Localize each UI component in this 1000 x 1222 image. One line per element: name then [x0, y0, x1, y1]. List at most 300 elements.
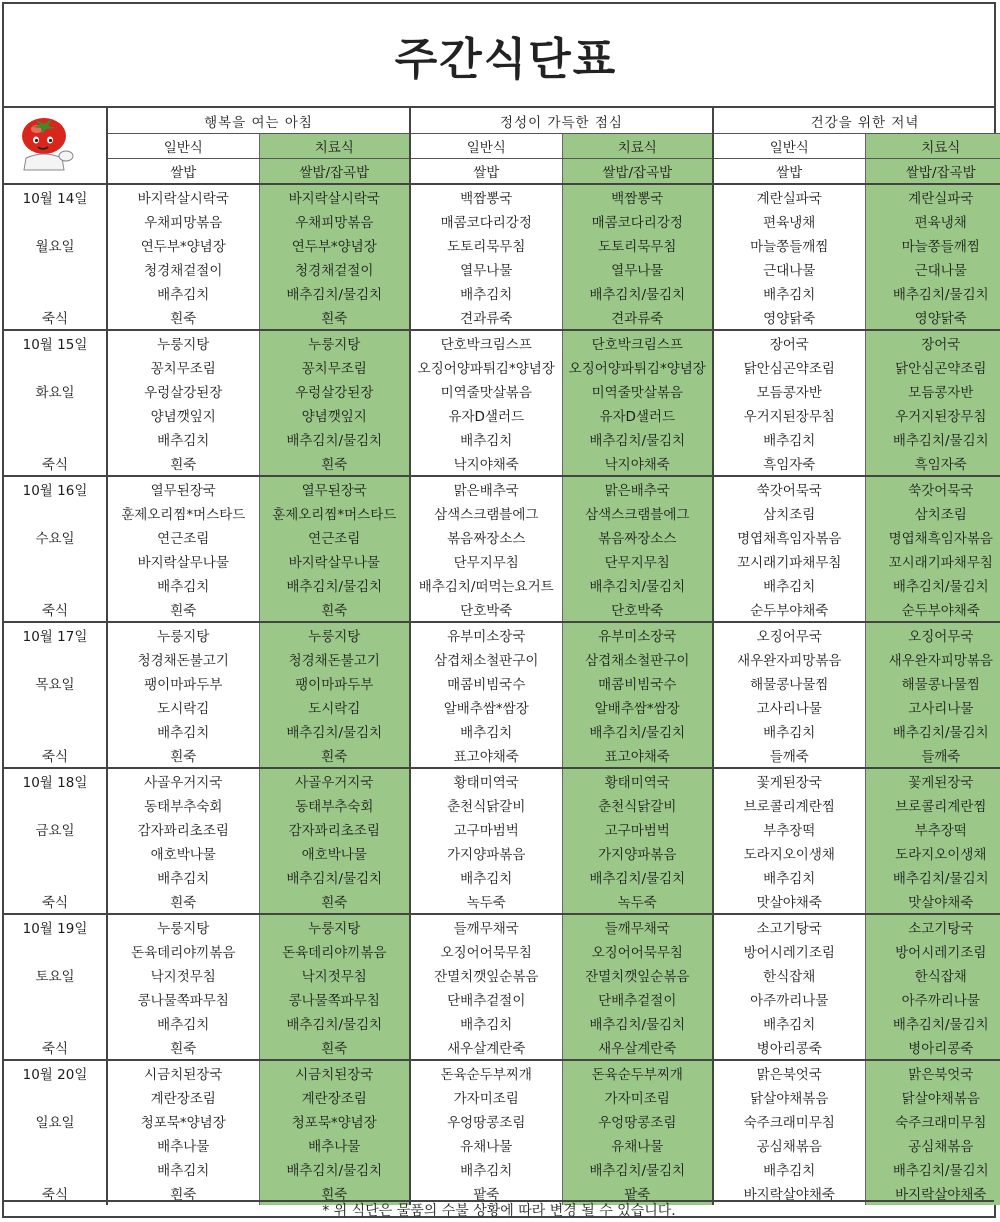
menu-row — [4, 355, 1000, 379]
day-cell-blank — [4, 987, 107, 1011]
breakfast-therapy-dish: 흰죽 — [259, 305, 410, 330]
menu-row — [4, 671, 1000, 695]
dinner-therapy-dish: 닭살야채볶음 — [865, 1085, 1000, 1109]
dinner-general-dish: 모듬콩자반 — [713, 379, 865, 403]
lunch-therapy-dish: 고구마범벅 — [562, 817, 713, 841]
meal-lunch-title: 정성이 가득한 점심 — [410, 108, 713, 134]
lunch-therapy-dish: 오징어어묵무침 — [562, 939, 713, 963]
breakfast-general-dish: 청경채돈불고기 — [107, 647, 259, 671]
menu-row — [4, 1035, 1000, 1060]
lunch-therapy-dish: 잔멸치깻잎순볶음 — [562, 963, 713, 987]
dinner-therapy-dish: 배추김치/물김치 — [865, 1011, 1000, 1035]
breakfast-therapy-dish: 동태부추숙회 — [259, 793, 410, 817]
menu-row — [4, 987, 1000, 1011]
dinner-therapy-dish: 들깨죽 — [865, 743, 1000, 768]
dinner-general-dish: 꼬시래기파채무침 — [713, 549, 865, 573]
menu-row — [4, 330, 1000, 355]
day-date: 10월 19일 — [4, 914, 107, 939]
dinner-general-dish: 맑은북엇국 — [713, 1060, 865, 1085]
menu-row — [4, 719, 1000, 743]
dinner-general-dish: 쑥갓어묵국 — [713, 476, 865, 501]
breakfast-general-dish: 흰죽 — [107, 889, 259, 914]
breakfast-therapy-dish: 열무된장국 — [259, 476, 410, 501]
lunch-general-dish: 매콤코다리강정 — [410, 209, 562, 233]
breakfast-therapy-dish: 시금치된장국 — [259, 1060, 410, 1085]
porridge-label: 죽식 — [41, 1041, 69, 1057]
lunch-general-dish: 배추김치 — [410, 865, 562, 889]
dinner-general-dish: 고사리나물 — [713, 695, 865, 719]
dinner-general-dish: 소고기탕국 — [713, 914, 865, 939]
menu-row — [4, 695, 1000, 719]
dinner-therapy-rice: 쌀밥/잡곡밥 — [865, 159, 1000, 185]
menu-row — [4, 379, 1000, 403]
breakfast-general-dish: 우렁살강된장 — [107, 379, 259, 403]
dinner-therapy-dish: 고사리나물 — [865, 695, 1000, 719]
day-cell-blank — [4, 403, 107, 427]
breakfast-therapy-dish: 청경채겉절이 — [259, 257, 410, 281]
weekly-menu-table — [4, 108, 1000, 1205]
breakfast-therapy-dish: 배추김치/물김치 — [259, 281, 410, 305]
breakfast-general-dish: 배추김치 — [107, 573, 259, 597]
breakfast-general-dish: 배추나물 — [107, 1133, 259, 1157]
menu-row — [4, 597, 1000, 622]
menu-row — [4, 451, 1000, 476]
dinner-therapy-dish: 쑥갓어묵국 — [865, 476, 1000, 501]
breakfast-general-dish: 누룽지탕 — [107, 914, 259, 939]
meal-header-row — [4, 108, 1000, 134]
menu-row — [4, 525, 1000, 549]
day-cell-blank — [4, 549, 107, 573]
breakfast-therapy-dish: 흰죽 — [259, 1035, 410, 1060]
menu-row — [4, 817, 1000, 841]
menu-row — [4, 1085, 1000, 1109]
dinner-general-dish: 배추김치 — [713, 1011, 865, 1035]
breakfast-therapy-dish: 양념깻잎지 — [259, 403, 410, 427]
breakfast-general-dish: 바지락살무나물 — [107, 549, 259, 573]
lunch-therapy-dish: 단무지무침 — [562, 549, 713, 573]
lunch-general-dish: 새우살계란죽 — [410, 1035, 562, 1060]
breakfast-therapy-dish: 흰죽 — [259, 1181, 410, 1205]
menu-row — [4, 793, 1000, 817]
porridge-label: 죽식 — [41, 895, 69, 911]
lunch-therapy-dish: 낙지야채죽 — [562, 451, 713, 476]
dinner-therapy-dish: 닭안심곤약조림 — [865, 355, 1000, 379]
dinner-general-dish: 근대나물 — [713, 257, 865, 281]
lunch-therapy-dish: 매콤비빔국수 — [562, 671, 713, 695]
lunch-general-dish: 배추김치 — [410, 1011, 562, 1035]
menu-sheet — [2, 2, 996, 1218]
dinner-general-label: 일반식 — [713, 134, 865, 159]
breakfast-therapy-dish: 누룽지탕 — [259, 330, 410, 355]
day-weekday: 월요일 — [35, 239, 75, 255]
day-cell-blank — [4, 1157, 107, 1181]
dinner-therapy-dish: 삼치조림 — [865, 501, 1000, 525]
lunch-therapy-dish: 배추김치/물김치 — [562, 865, 713, 889]
breakfast-general-dish: 흰죽 — [107, 743, 259, 768]
day-weekday: 목요일 — [35, 677, 75, 693]
dinner-general-dish: 오징어무국 — [713, 622, 865, 647]
lunch-therapy-dish: 미역줄맛살볶음 — [562, 379, 713, 403]
porridge-label: 죽식 — [41, 1187, 69, 1203]
dinner-therapy-dish: 한식잡채 — [865, 963, 1000, 987]
lunch-general-dish: 돈육순두부찌개 — [410, 1060, 562, 1085]
breakfast-therapy-dish: 애호박나물 — [259, 841, 410, 865]
dinner-therapy-dish: 아주까리나물 — [865, 987, 1000, 1011]
day-cell-blank — [4, 281, 107, 305]
lunch-therapy-dish: 견과류죽 — [562, 305, 713, 330]
porridge-label: 죽식 — [41, 749, 69, 765]
lunch-general-dish: 단무지무침 — [410, 549, 562, 573]
dinner-therapy-dish: 배추김치/물김치 — [865, 427, 1000, 451]
dinner-general-dish: 마늘쫑들깨찜 — [713, 233, 865, 257]
day-date: 10월 16일 — [4, 476, 107, 501]
breakfast-therapy-dish: 배추김치/물김치 — [259, 1157, 410, 1181]
dinner-general-dish: 방어시레기조림 — [713, 939, 865, 963]
lunch-general-dish: 유채나물 — [410, 1133, 562, 1157]
breakfast-therapy-dish: 꽁치무조림 — [259, 355, 410, 379]
menu-row — [4, 1109, 1000, 1133]
breakfast-general-dish: 흰죽 — [107, 1181, 259, 1205]
breakfast-therapy-dish: 도시락김 — [259, 695, 410, 719]
dinner-general-dish: 장어국 — [713, 330, 865, 355]
dinner-general-dish: 배추김치 — [713, 719, 865, 743]
breakfast-therapy-dish: 훈제오리찜*머스타드 — [259, 501, 410, 525]
menu-row — [4, 768, 1000, 793]
menu-row — [4, 305, 1000, 330]
lunch-therapy-dish: 백짬뽕국 — [562, 184, 713, 209]
dinner-therapy-dish: 공심채볶음 — [865, 1133, 1000, 1157]
lunch-general-dish: 맑은배추국 — [410, 476, 562, 501]
lunch-general-rice: 쌀밥 — [410, 159, 562, 185]
breakfast-general-dish: 콩나물쪽파무침 — [107, 987, 259, 1011]
day-cell-blank — [4, 695, 107, 719]
dinner-therapy-dish: 꽃게된장국 — [865, 768, 1000, 793]
dinner-general-dish: 브로콜리계란찜 — [713, 793, 865, 817]
dinner-therapy-dish: 배추김치/물김치 — [865, 865, 1000, 889]
lunch-therapy-dish: 표고야채죽 — [562, 743, 713, 768]
menu-row — [4, 184, 1000, 209]
lunch-therapy-dish: 유자D샐러드 — [562, 403, 713, 427]
menu-row — [4, 963, 1000, 987]
lunch-general-dish: 가지양파볶음 — [410, 841, 562, 865]
lunch-therapy-dish: 오징어양파튀김*양념장 — [562, 355, 713, 379]
lunch-general-dish: 도토리묵무침 — [410, 233, 562, 257]
menu-row — [4, 1133, 1000, 1157]
dinner-general-dish: 숙주크래미무침 — [713, 1109, 865, 1133]
dinner-therapy-dish: 마늘쫑들깨찜 — [865, 233, 1000, 257]
lunch-therapy-rice: 쌀밥/잡곡밥 — [562, 159, 713, 185]
porridge-label: 죽식 — [41, 603, 69, 619]
lunch-therapy-dish: 황태미역국 — [562, 768, 713, 793]
dinner-therapy-dish: 오징어무국 — [865, 622, 1000, 647]
lunch-general-dish: 단배추겉절이 — [410, 987, 562, 1011]
breakfast-therapy-dish: 흰죽 — [259, 743, 410, 768]
dinner-general-dish: 배추김치 — [713, 865, 865, 889]
day-cell-blank — [4, 841, 107, 865]
lunch-general-dish: 단호박죽 — [410, 597, 562, 622]
lunch-general-dish: 오징어양파튀김*양념장 — [410, 355, 562, 379]
dinner-therapy-dish: 해물콩나물찜 — [865, 671, 1000, 695]
day-cell-blank — [4, 647, 107, 671]
day-cell-blank — [4, 355, 107, 379]
dinner-therapy-dish: 맛살야채죽 — [865, 889, 1000, 914]
porridge-label: 죽식 — [41, 311, 69, 327]
breakfast-therapy-rice: 쌀밥/잡곡밥 — [259, 159, 410, 185]
lunch-general-dish: 표고야채죽 — [410, 743, 562, 768]
lunch-general-dish: 녹두죽 — [410, 889, 562, 914]
day-cell-blank — [4, 209, 107, 233]
dinner-therapy-dish: 병아리콩죽 — [865, 1035, 1000, 1060]
dinner-general-dish: 편육냉채 — [713, 209, 865, 233]
dinner-therapy-dish: 도라지오이생채 — [865, 841, 1000, 865]
dinner-therapy-dish: 계란실파국 — [865, 184, 1000, 209]
lunch-therapy-dish: 단호박죽 — [562, 597, 713, 622]
breakfast-general-dish: 흰죽 — [107, 451, 259, 476]
breakfast-therapy-dish: 바지락살무나물 — [259, 549, 410, 573]
menu-row — [4, 257, 1000, 281]
lunch-therapy-dish: 들깨무채국 — [562, 914, 713, 939]
breakfast-general-dish: 열무된장국 — [107, 476, 259, 501]
lunch-therapy-dish: 단호박크림스프 — [562, 330, 713, 355]
day-weekday: 일요일 — [35, 1115, 75, 1131]
day-cell-blank — [4, 573, 107, 597]
menu-row — [4, 549, 1000, 573]
day-cell-blank — [4, 1133, 107, 1157]
day-date: 10월 14일 — [22, 191, 88, 207]
lunch-therapy-dish: 새우살계란죽 — [562, 1035, 713, 1060]
breakfast-therapy-dish: 바지락살시락국 — [259, 184, 410, 209]
dinner-general-dish: 공심채볶음 — [713, 1133, 865, 1157]
menu-row — [4, 622, 1000, 647]
menu-row — [4, 209, 1000, 233]
dinner-therapy-dish: 근대나물 — [865, 257, 1000, 281]
dinner-general-dish: 맛살야채죽 — [713, 889, 865, 914]
breakfast-therapy-dish: 우채피망볶음 — [259, 209, 410, 233]
dinner-general-dish: 새우완자피망볶음 — [713, 647, 865, 671]
lunch-general-dish: 삼겹채소철판구이 — [410, 647, 562, 671]
menu-row — [4, 647, 1000, 671]
breakfast-general-dish: 사골우거지국 — [107, 768, 259, 793]
lunch-therapy-dish: 매콤코다리강정 — [562, 209, 713, 233]
lunch-therapy-label: 치료식 — [562, 134, 713, 159]
dinner-general-dish: 바지락살야채죽 — [713, 1181, 865, 1205]
breakfast-therapy-dish: 흰죽 — [259, 451, 410, 476]
lunch-general-dish: 알배추쌈*쌈장 — [410, 695, 562, 719]
breakfast-therapy-dish: 누룽지탕 — [259, 914, 410, 939]
breakfast-therapy-dish: 배추김치/물김치 — [259, 427, 410, 451]
lunch-general-dish: 배추김치 — [410, 719, 562, 743]
breakfast-general-dish: 배추김치 — [107, 427, 259, 451]
breakfast-general-dish: 배추김치 — [107, 719, 259, 743]
lunch-general-dish: 단호박크림스프 — [410, 330, 562, 355]
breakfast-general-dish: 흰죽 — [107, 597, 259, 622]
breakfast-general-dish: 시금치된장국 — [107, 1060, 259, 1085]
breakfast-general-dish: 낙지젓무침 — [107, 963, 259, 987]
dinner-therapy-dish: 배추김치/물김치 — [865, 1157, 1000, 1181]
dinner-general-dish: 배추김치 — [713, 427, 865, 451]
breakfast-therapy-dish: 청경채돈불고기 — [259, 647, 410, 671]
dinner-therapy-dish: 숙주크래미무침 — [865, 1109, 1000, 1133]
dinner-general-dish: 흑임자죽 — [713, 451, 865, 476]
lunch-therapy-dish: 가지양파볶음 — [562, 841, 713, 865]
day-weekday: 수요일 — [35, 531, 75, 547]
rice-row — [4, 159, 1000, 185]
lunch-therapy-dish: 녹두죽 — [562, 889, 713, 914]
breakfast-therapy-dish: 배추김치/물김치 — [259, 573, 410, 597]
day-weekday: 금요일 — [35, 823, 75, 839]
dinner-general-dish: 영양닭죽 — [713, 305, 865, 330]
dinner-general-dish: 병아리콩죽 — [713, 1035, 865, 1060]
lunch-general-dish: 낙지야채죽 — [410, 451, 562, 476]
menu-row — [4, 476, 1000, 501]
dinner-therapy-dish: 장어국 — [865, 330, 1000, 355]
meal-dinner-title: 건강을 위한 저녁 — [713, 108, 1000, 134]
lunch-general-dish: 황태미역국 — [410, 768, 562, 793]
lunch-therapy-dish: 유채나물 — [562, 1133, 713, 1157]
lunch-therapy-dish: 삼색스크램블에그 — [562, 501, 713, 525]
dinner-therapy-dish: 순두부야채죽 — [865, 597, 1000, 622]
day-cell-blank — [4, 257, 107, 281]
breakfast-general-dish: 누룽지탕 — [107, 622, 259, 647]
dinner-general-dish: 계란실파국 — [713, 184, 865, 209]
day-weekday: 화요일 — [35, 385, 75, 401]
dinner-therapy-dish: 브로콜리계란찜 — [865, 793, 1000, 817]
day-weekday: 토요일 — [35, 969, 75, 985]
breakfast-general-dish: 도시락김 — [107, 695, 259, 719]
dinner-therapy-dish: 배추김치/물김치 — [865, 573, 1000, 597]
breakfast-general-dish: 배추김치 — [107, 865, 259, 889]
lunch-general-dish: 유자D샐러드 — [410, 403, 562, 427]
dinner-therapy-dish: 모듬콩자반 — [865, 379, 1000, 403]
breakfast-general-dish: 배추김치 — [107, 1157, 259, 1181]
dinner-general-dish: 삼치조림 — [713, 501, 865, 525]
page-title: 주간식단표 — [394, 34, 618, 85]
dinner-general-dish: 해물콩나물찜 — [713, 671, 865, 695]
menu-row — [4, 889, 1000, 914]
day-cell-blank — [4, 719, 107, 743]
breakfast-therapy-dish: 낙지젓무침 — [259, 963, 410, 987]
lunch-therapy-dish: 팥죽 — [562, 1181, 713, 1205]
day-cell-blank — [4, 1011, 107, 1035]
lunch-general-dish: 잔멸치깻잎순볶음 — [410, 963, 562, 987]
dinner-therapy-dish: 명엽채흑임자볶음 — [865, 525, 1000, 549]
breakfast-therapy-dish: 돈육데리야끼볶음 — [259, 939, 410, 963]
breakfast-general-dish: 애호박나물 — [107, 841, 259, 865]
menu-row — [4, 573, 1000, 597]
dinner-general-dish: 부추장떡 — [713, 817, 865, 841]
porridge-label: 죽식 — [41, 457, 69, 473]
breakfast-general-dish: 배추김치 — [107, 1011, 259, 1035]
breakfast-general-dish: 흰죽 — [107, 305, 259, 330]
lunch-general-dish: 미역줄맛살볶음 — [410, 379, 562, 403]
lunch-therapy-dish: 배추김치/물김치 — [562, 1157, 713, 1181]
breakfast-therapy-dish: 배추김치/물김치 — [259, 1011, 410, 1035]
breakfast-therapy-dish: 청포묵*양념장 — [259, 1109, 410, 1133]
menu-row — [4, 233, 1000, 257]
day-cell-blank — [4, 1085, 107, 1109]
dinner-general-dish: 꽃게된장국 — [713, 768, 865, 793]
breakfast-general-dish: 연두부*양념장 — [107, 233, 259, 257]
dinner-therapy-dish: 바지락살야채죽 — [865, 1181, 1000, 1205]
lunch-therapy-dish: 도토리묵무침 — [562, 233, 713, 257]
breakfast-general-dish: 청경채겉절이 — [107, 257, 259, 281]
breakfast-therapy-dish: 계란장조림 — [259, 1085, 410, 1109]
dinner-therapy-label: 치료식 — [865, 134, 1000, 159]
breakfast-general-dish: 누룽지탕 — [107, 330, 259, 355]
breakfast-therapy-dish: 누룽지탕 — [259, 622, 410, 647]
lunch-general-dish: 견과류죽 — [410, 305, 562, 330]
menu-row — [4, 1011, 1000, 1035]
lunch-therapy-dish: 볶음짜장소스 — [562, 525, 713, 549]
breakfast-general-dish: 꽁치무조림 — [107, 355, 259, 379]
menu-row — [4, 501, 1000, 525]
breakfast-therapy-dish: 흰죽 — [259, 889, 410, 914]
dinner-general-dish: 우거지된장무침 — [713, 403, 865, 427]
dinner-general-dish: 한식잡채 — [713, 963, 865, 987]
lunch-general-dish: 매콤비빔국수 — [410, 671, 562, 695]
dinner-therapy-dish: 부추장떡 — [865, 817, 1000, 841]
lunch-general-dish: 오징어어묵무침 — [410, 939, 562, 963]
dinner-therapy-dish: 소고기탕국 — [865, 914, 1000, 939]
dinner-therapy-dish: 흑임자죽 — [865, 451, 1000, 476]
lunch-therapy-dish: 배추김치/물김치 — [562, 1011, 713, 1035]
breakfast-general-dish: 돈육데리야끼볶음 — [107, 939, 259, 963]
menu-row — [4, 865, 1000, 889]
lunch-general-dish: 삼색스크램블에그 — [410, 501, 562, 525]
day-date: 10월 20일 — [4, 1060, 107, 1085]
day-cell-blank — [4, 793, 107, 817]
menu-row — [4, 939, 1000, 963]
dinner-therapy-dish: 영양닭죽 — [865, 305, 1000, 330]
breakfast-therapy-dish: 연근조림 — [259, 525, 410, 549]
breakfast-therapy-dish: 사골우거지국 — [259, 768, 410, 793]
dinner-general-dish: 도라지오이생채 — [713, 841, 865, 865]
dinner-therapy-dish: 편육냉채 — [865, 209, 1000, 233]
menu-row — [4, 743, 1000, 768]
day-cell-blank — [4, 427, 107, 451]
lunch-therapy-dish: 춘천식닭갈비 — [562, 793, 713, 817]
menu-row — [4, 281, 1000, 305]
lunch-general-dish: 볶음짜장소스 — [410, 525, 562, 549]
day-cell-blank — [4, 501, 107, 525]
breakfast-therapy-dish: 흰죽 — [259, 597, 410, 622]
day-date: 10월 18일 — [4, 768, 107, 793]
lunch-general-dish: 배추김치 — [410, 281, 562, 305]
dinner-general-dish: 아주까리나물 — [713, 987, 865, 1011]
breakfast-therapy-dish: 감자꽈리초조림 — [259, 817, 410, 841]
day-cell-blank — [4, 865, 107, 889]
lunch-therapy-dish: 배추김치/물김치 — [562, 719, 713, 743]
dinner-therapy-dish: 배추김치/물김치 — [865, 281, 1000, 305]
dinner-general-rice: 쌀밥 — [713, 159, 865, 185]
day-date: 10월 15일 — [4, 330, 107, 355]
mascot-cell — [4, 108, 107, 184]
lunch-general-dish: 고구마범벅 — [410, 817, 562, 841]
menu-row — [4, 914, 1000, 939]
breakfast-therapy-dish: 연두부*양념장 — [259, 233, 410, 257]
lunch-therapy-dish: 돈육순두부찌개 — [562, 1060, 713, 1085]
tomato-chef-icon — [14, 114, 80, 174]
breakfast-general-dish: 연근조림 — [107, 525, 259, 549]
day-cell-blank — [4, 939, 107, 963]
meal-breakfast-title: 행복을 여는 아침 — [107, 108, 410, 134]
lunch-therapy-dish: 배추김치/물김치 — [562, 427, 713, 451]
breakfast-therapy-dish: 우렁살강된장 — [259, 379, 410, 403]
footer-note: * 위 식단은 물품의 수불 상황에 따라 변경 될 수 있습니다. — [4, 1200, 994, 1220]
lunch-therapy-dish: 우엉땅콩조림 — [562, 1109, 713, 1133]
breakfast-general-dish: 바지락살시락국 — [107, 184, 259, 209]
breakfast-general-dish: 계란장조림 — [107, 1085, 259, 1109]
